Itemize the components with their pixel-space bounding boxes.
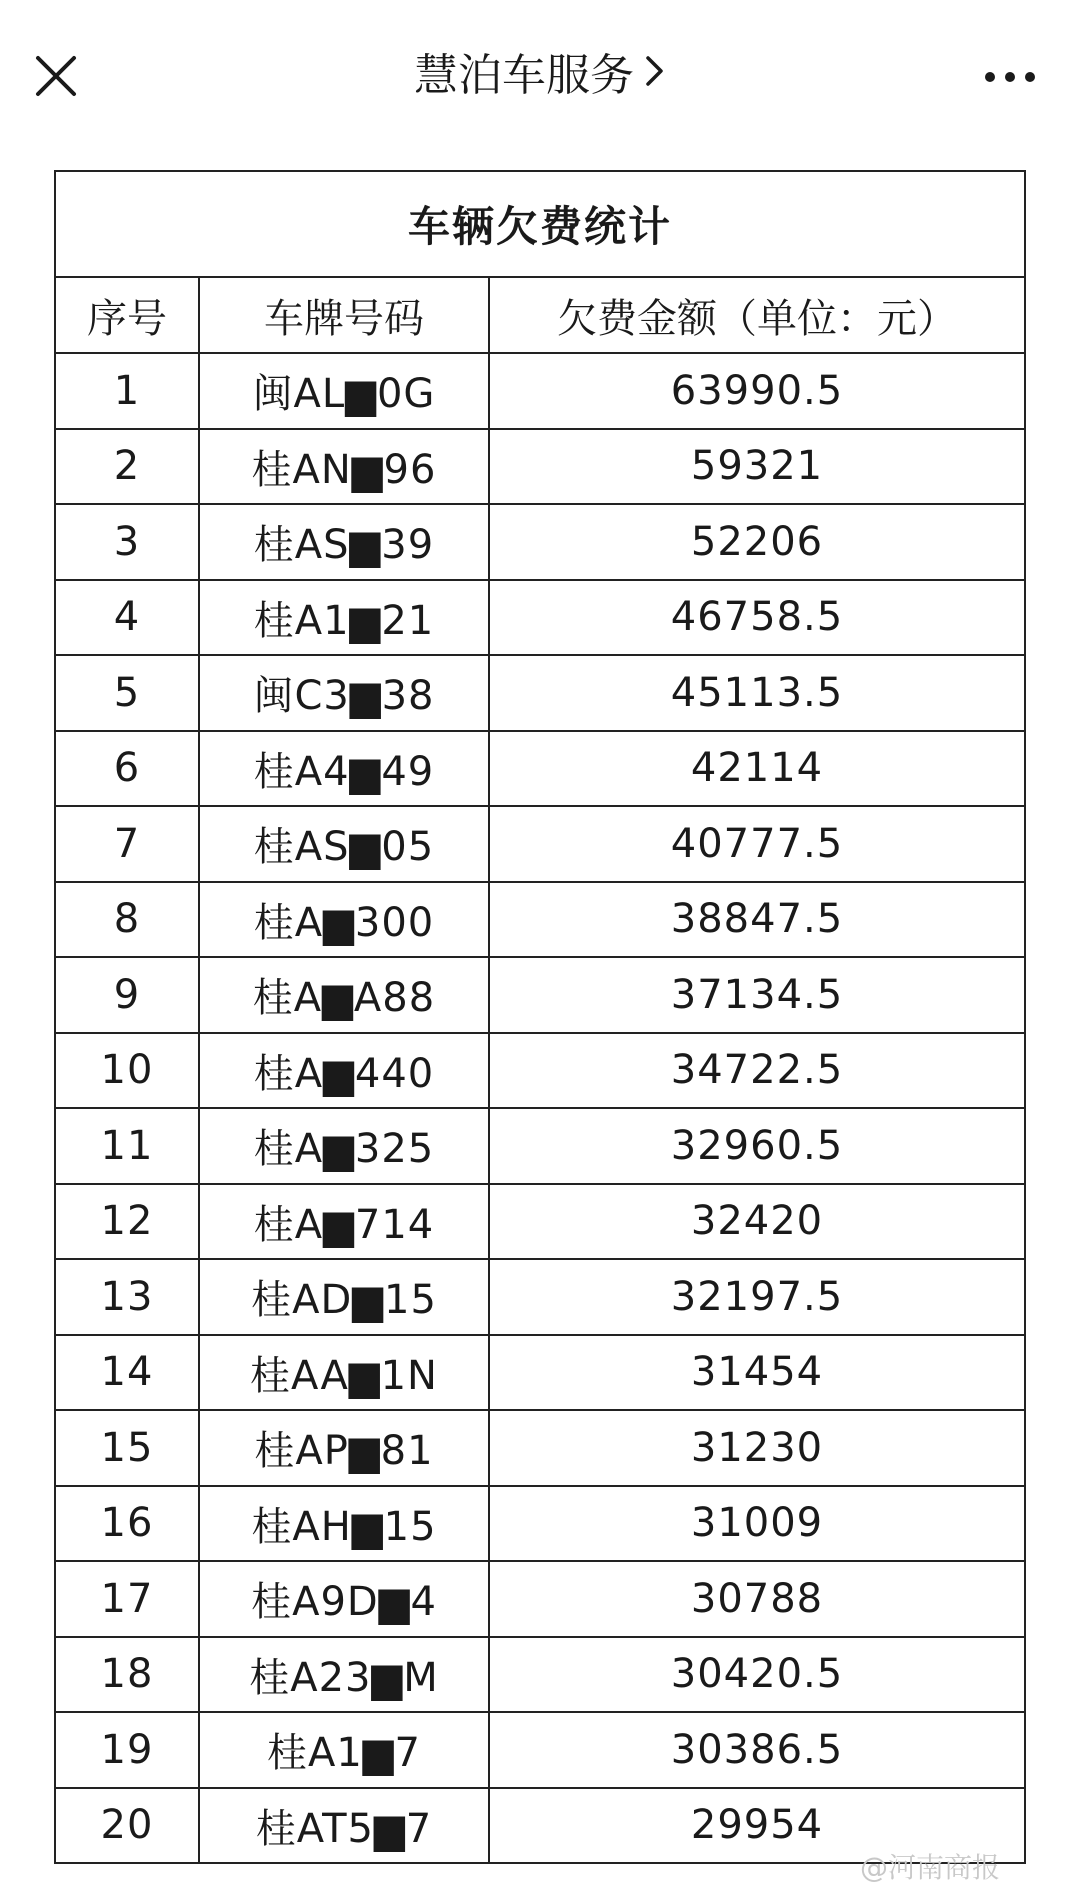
row-plate: 桂A▆300 bbox=[199, 882, 489, 958]
row-plate: 桂A1▆21 bbox=[199, 580, 489, 656]
table-row bbox=[55, 957, 1025, 1033]
column-header-index: 序号 bbox=[55, 277, 199, 353]
table-row bbox=[55, 1335, 1025, 1411]
table-row bbox=[55, 1712, 1025, 1788]
row-plate: 桂AH▆15 bbox=[199, 1486, 489, 1562]
row-index: 13 bbox=[55, 1259, 199, 1335]
row-index: 4 bbox=[55, 580, 199, 656]
row-index: 5 bbox=[55, 655, 199, 731]
row-plate: 桂A▆325 bbox=[199, 1108, 489, 1184]
page-title: 慧泊车服务 bbox=[414, 50, 634, 101]
row-amount: 63990.5 bbox=[489, 353, 1025, 429]
row-plate: 桂AS▆39 bbox=[199, 504, 489, 580]
row-index: 7 bbox=[55, 806, 199, 882]
more-dots-icon bbox=[970, 52, 1050, 102]
row-index: 2 bbox=[55, 429, 199, 505]
table-row bbox=[55, 504, 1025, 580]
table-row bbox=[55, 731, 1025, 807]
row-index: 1 bbox=[55, 353, 199, 429]
table-row bbox=[55, 806, 1025, 882]
row-index: 10 bbox=[55, 1033, 199, 1109]
row-amount: 38847.5 bbox=[489, 882, 1025, 958]
row-index: 14 bbox=[55, 1335, 199, 1411]
row-amount: 37134.5 bbox=[489, 957, 1025, 1033]
row-plate: 桂A▆714 bbox=[199, 1184, 489, 1260]
row-index: 15 bbox=[55, 1410, 199, 1486]
page-title-link[interactable] bbox=[0, 46, 1080, 108]
row-amount: 30788 bbox=[489, 1561, 1025, 1637]
row-amount: 31230 bbox=[489, 1410, 1025, 1486]
row-index: 20 bbox=[55, 1788, 199, 1864]
row-plate: 桂A23▆M bbox=[199, 1637, 489, 1713]
table-row bbox=[55, 429, 1025, 505]
watermark: @河南商报 bbox=[860, 1851, 1001, 1884]
row-amount: 32420 bbox=[489, 1184, 1025, 1260]
table-row bbox=[55, 1033, 1025, 1109]
row-amount: 32960.5 bbox=[489, 1108, 1025, 1184]
row-plate: 桂AS▆05 bbox=[199, 806, 489, 882]
table-row bbox=[55, 353, 1025, 429]
row-plate: 桂A4▆49 bbox=[199, 731, 489, 807]
row-plate: 桂AT5▆7 bbox=[199, 1788, 489, 1864]
row-index: 9 bbox=[55, 957, 199, 1033]
table-row bbox=[55, 882, 1025, 958]
more-button[interactable] bbox=[970, 52, 1050, 102]
table-row bbox=[55, 1561, 1025, 1637]
row-plate: 闽AL▆0G bbox=[199, 353, 489, 429]
row-index: 11 bbox=[55, 1108, 199, 1184]
row-amount: 59321 bbox=[489, 429, 1025, 505]
row-plate: 桂A▆440 bbox=[199, 1033, 489, 1109]
row-plate: 桂AA▆1N bbox=[199, 1335, 489, 1411]
table-caption: 车辆欠费统计 bbox=[55, 171, 1025, 277]
table-row bbox=[55, 1108, 1025, 1184]
row-index: 8 bbox=[55, 882, 199, 958]
row-plate: 桂AP▆81 bbox=[199, 1410, 489, 1486]
row-index: 17 bbox=[55, 1561, 199, 1637]
table-row bbox=[55, 1259, 1025, 1335]
table-row bbox=[55, 1637, 1025, 1713]
table-row bbox=[55, 1410, 1025, 1486]
row-amount: 34722.5 bbox=[489, 1033, 1025, 1109]
row-amount: 32197.5 bbox=[489, 1259, 1025, 1335]
row-amount: 31454 bbox=[489, 1335, 1025, 1411]
table-caption-row bbox=[55, 171, 1025, 277]
row-plate: 桂AD▆15 bbox=[199, 1259, 489, 1335]
row-index: 6 bbox=[55, 731, 199, 807]
arrears-table-container bbox=[54, 170, 1024, 1864]
row-plate: 桂A▆A88 bbox=[199, 957, 489, 1033]
row-index: 18 bbox=[55, 1637, 199, 1713]
row-amount: 31009 bbox=[489, 1486, 1025, 1562]
table-row bbox=[55, 655, 1025, 731]
row-amount: 30420.5 bbox=[489, 1637, 1025, 1713]
row-plate: 闽C3▆38 bbox=[199, 655, 489, 731]
top-bar bbox=[0, 0, 1080, 150]
column-header-amount: 欠费金额（单位：元） bbox=[489, 277, 1025, 353]
row-amount: 40777.5 bbox=[489, 806, 1025, 882]
row-index: 12 bbox=[55, 1184, 199, 1260]
row-amount: 42114 bbox=[489, 731, 1025, 807]
row-amount: 29954 bbox=[489, 1788, 1025, 1864]
row-index: 3 bbox=[55, 504, 199, 580]
row-plate: 桂A1▆7 bbox=[199, 1712, 489, 1788]
arrears-table bbox=[54, 170, 1026, 1864]
row-amount: 52206 bbox=[489, 504, 1025, 580]
row-amount: 30386.5 bbox=[489, 1712, 1025, 1788]
row-index: 19 bbox=[55, 1712, 199, 1788]
row-index: 16 bbox=[55, 1486, 199, 1562]
table-header-row bbox=[55, 277, 1025, 353]
row-plate: 桂A9D▆4 bbox=[199, 1561, 489, 1637]
table-row bbox=[55, 1184, 1025, 1260]
row-amount: 46758.5 bbox=[489, 580, 1025, 656]
table-row bbox=[55, 1486, 1025, 1562]
chevron-right-icon bbox=[644, 44, 666, 104]
row-plate: 桂AN▆96 bbox=[199, 429, 489, 505]
row-amount: 45113.5 bbox=[489, 655, 1025, 731]
column-header-plate: 车牌号码 bbox=[199, 277, 489, 353]
table-row bbox=[55, 580, 1025, 656]
